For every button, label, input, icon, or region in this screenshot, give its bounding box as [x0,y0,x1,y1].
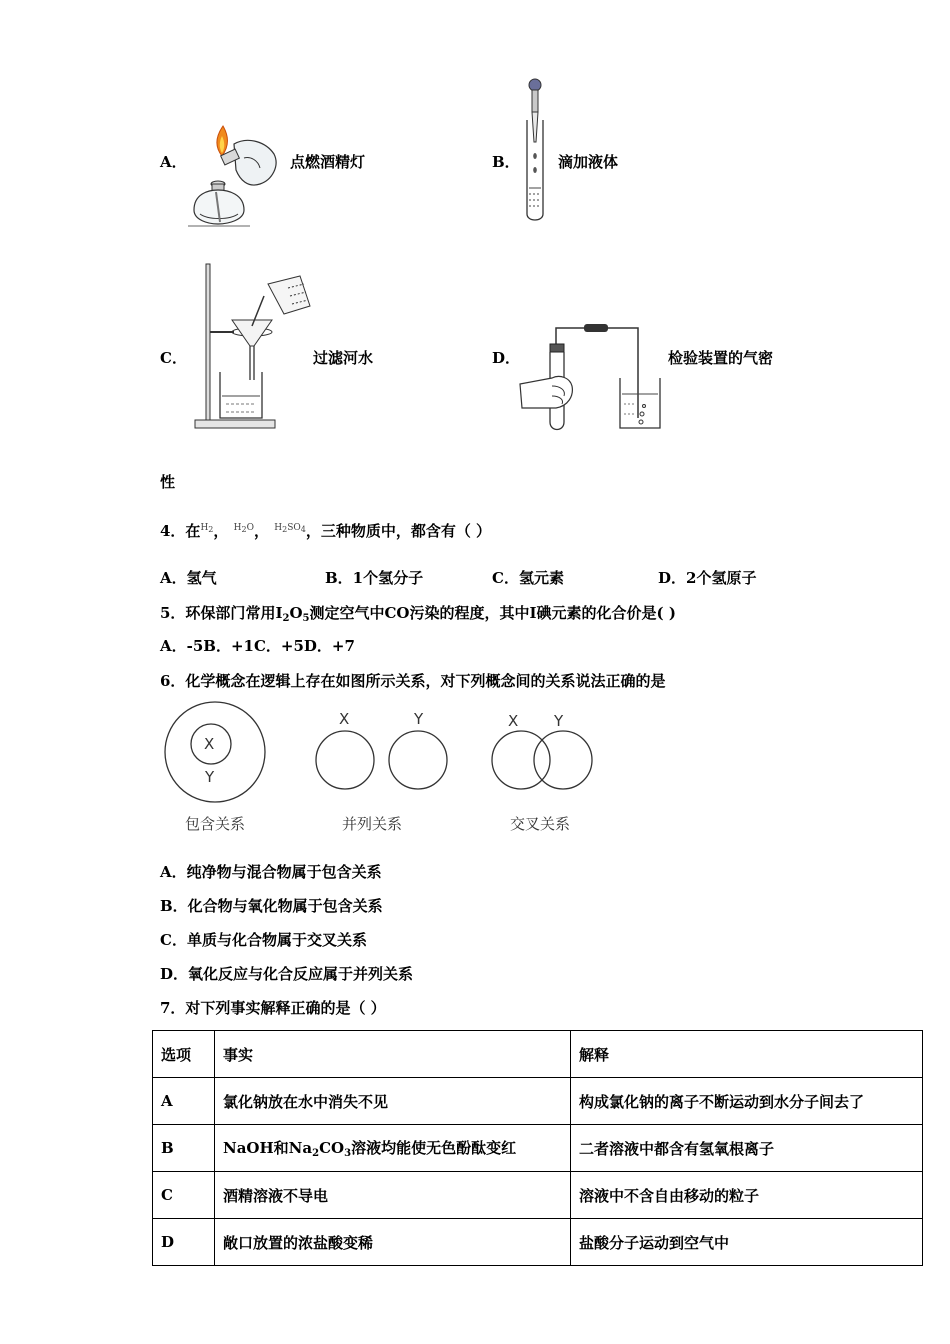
inclusion-outer-circle [165,702,265,802]
facts-table [152,1030,923,1266]
table-row [153,1078,923,1125]
question-7-stem: 7．对下列事实解释正确的是（ ） [160,999,386,1017]
option-d-text: 检验装置的气密 [668,349,774,367]
row-fact: 氯化钠放在水中消失不见 [215,1078,571,1125]
row-fact: 酒精溶液不导电 [215,1172,571,1219]
q6-option-a: A．纯净物与混合物属于包含关系 [160,863,382,881]
question-5-stem: 5．环保部门常用$I_2O_5$测定空气中CO污染的程度，其中I碘元素的化合价是( ) [160,604,676,624]
row-option: D [153,1219,215,1266]
row-fact: NaOH和$Na_2CO_3$溶液均能使无色酚酞变红 [215,1125,571,1172]
row-fact: 敞口放置的浓盐酸变稀 [215,1219,571,1266]
parallel-circle-x [316,731,374,789]
intersection-circle-y [534,731,592,789]
inclusion-x-label: X [204,735,215,753]
airtightness-check-illustration [516,322,666,434]
option-a [160,152,187,172]
option-d-text-continued: 性 [160,473,176,491]
parallel-y-label: Y [414,710,424,728]
table-header-row [153,1031,923,1078]
row-explanation: 盐酸分子运动到空气中 [571,1219,923,1266]
question-4-suffix: ，三种物质中，都含有（ ） [305,522,492,540]
formula-h2: H2 [200,523,214,534]
header-explanation: 解释 [571,1031,923,1078]
intersection-y-label: Y [554,712,564,730]
formula-h2o: H2O [233,523,254,534]
option-b-text: 滴加液体 [558,153,619,171]
row-option: C [153,1172,215,1219]
q6-option-c: C．单质与化合物属于交叉关系 [160,931,367,949]
q4-option-d: D．2个氢原子 [658,569,757,587]
intersection-circle-x [492,731,550,789]
option-c-text: 过滤河水 [313,349,374,367]
table-row [153,1125,923,1172]
option-c-letter: C． [160,349,187,367]
alcohol-lamp-illustration [188,122,283,230]
inclusion-caption: 包含关系 [185,815,246,833]
q6-option-d: D．氧化反应与化合反应属于并列关系 [160,965,414,983]
question-4-stem: 4．在$^{H2}$， $^{H2O}$， $^{H2SO4}$，三种物质中，都含有（ ） [160,522,492,540]
intersection-caption: 交叉关系 [510,815,571,833]
q6-option-b: B．化合物与氧化物属于包含关系 [160,897,383,915]
parallel-caption: 并列关系 [342,815,403,833]
row-option: B [153,1125,215,1172]
row-explanation: 构成氯化钠的离子不断运动到水分子间去了 [571,1078,923,1125]
formula-h2so4: H2SO4 [274,523,306,534]
table-row [153,1219,923,1266]
question-4-number: 4．在 [160,522,201,540]
option-b [492,152,520,172]
row-explanation: 溶液中不含自由移动的粒子 [571,1172,923,1219]
q4-option-c: C．氢元素 [492,569,564,587]
option-b-letter: B． [492,153,520,171]
parallel-circle-y [389,731,447,789]
question-5-options: A．-5B．+1C．+5D．+7 [160,637,355,655]
dropper-illustration [520,78,550,226]
q4-option-a: A．氢气 [160,569,217,587]
intersection-x-label: X [508,712,519,730]
option-c [160,348,187,368]
option-d-letter: D． [492,349,521,367]
q4-option-b: B．1个氢分子 [325,569,424,587]
parallel-x-label: X [339,710,350,728]
header-option: 选项 [153,1031,215,1078]
row-explanation: 二者溶液中都含有氢氧根离子 [571,1125,923,1172]
question-6-stem: 6．化学概念在逻辑上存在如图所示关系，对下列概念间的关系说法正确的是 [160,672,666,690]
table-row [153,1172,923,1219]
option-a-text: 点燃酒精灯 [290,153,366,171]
option-a-letter: A． [160,153,187,171]
header-fact: 事实 [215,1031,571,1078]
inclusion-y-label: Y [205,768,215,786]
row-option: A [153,1078,215,1125]
filtration-illustration [192,262,314,432]
